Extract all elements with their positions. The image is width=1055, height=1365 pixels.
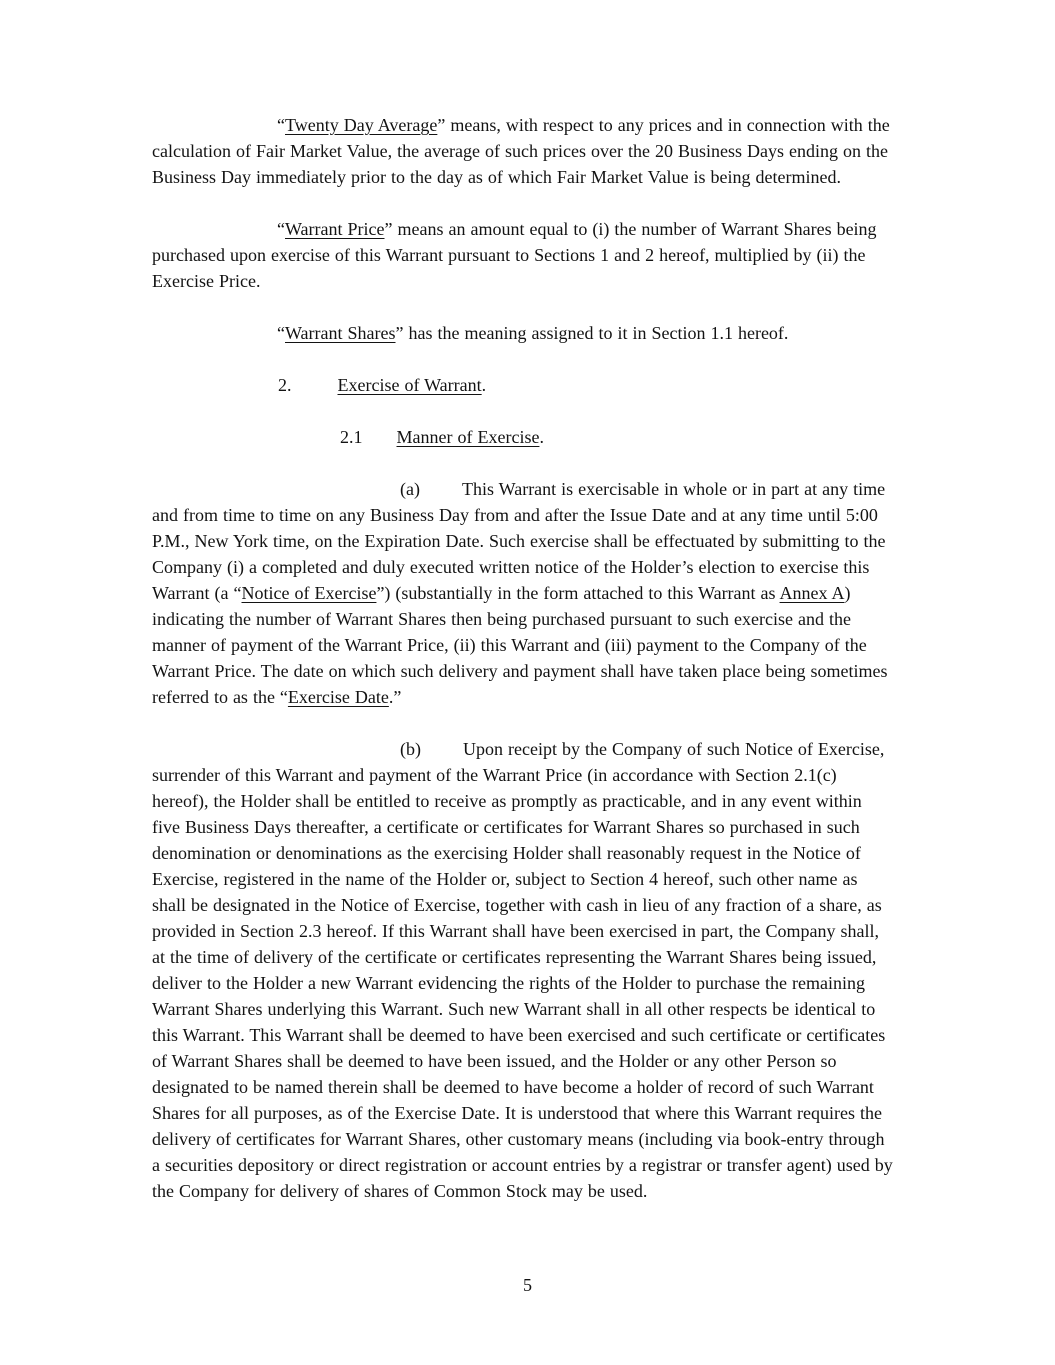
text-segment: (a) xyxy=(400,479,420,499)
text-segment: “ xyxy=(277,323,285,343)
text-segment: .” xyxy=(388,687,402,707)
text-segment: “ xyxy=(277,219,285,239)
tab-spacer xyxy=(421,754,463,755)
text-segment: 2.1 xyxy=(340,427,363,447)
definition-warrant-shares xyxy=(152,320,894,346)
text-segment: ” means an amount equal to (i) the number of Warrant Shares being purchased upon exercise of this Warrant pursuant to Sections 1 and 2 hereof, multiplied by (ii) the Exercise Price. xyxy=(152,219,877,291)
document-body xyxy=(152,112,894,1230)
text-segment: This Warrant is exercisable in whole or in part at any time and from time to time on any Business Day from and after the Issue Date and at any time until 5:00 P.M., New York time, on the Expiration Date. Such exercise shall be effectuated by submitting to the Company (i) a completed and duly executed written notice of the Holder’s election to exercise this Warrant (a “ xyxy=(152,479,886,603)
underlined-term: Manner of Exercise xyxy=(396,427,540,447)
subsection-heading-2-1 xyxy=(152,424,894,450)
text-segment: ” has the meaning assigned to it in Section 1.1 hereof. xyxy=(395,323,789,343)
text-segment: Upon receipt by the Company of such Notice of Exercise, surrender of this Warrant and payment of the Warrant Price (in accordance with Section 2.1(c) hereof), the Holder shall be entitled to receive as promptly as practicable, and in any event within five Business Days thereafter, a certificate or certificates for Warrant Shares so purchased in such denomination or denominations as the exercising Holder shall reasonably request in the Notice of Exercise, registered in the name of the Holder or, subject to Section 4 hereof, such other name as shall be designated in the Notice of Exercise, together with cash in lieu of any fraction of a share, as provided in Section 2.3 hereof. If this Warrant shall have been exercised in part, the Company shall, at the time of delivery of the certificate or certificates representing the Warrant Shares being issued, deliver to the Holder a new Warrant evidencing the rights of the Holder to purchase the remaining Warrant Shares underlying this Warrant. Such new Warrant shall in all other respects be identical to this Warrant. This Warrant shall be deemed to have been exercised and such certificate or certificates of Warrant Shares shall be deemed to have been issued, and the Holder or any other Person so designated to be named therein shall be deemed to have become a holder of record of such Warrant Shares for all purposes, as of the Exercise Date. It is understood that where this Warrant requires the delivery of certificates for Warrant Shares, other customary means (including via book-entry through a securities depository or direct registration or account entries by a registrar or transfer agent) used by the Company for delivery of shares of Common Stock may be used. xyxy=(152,739,893,1201)
text-segment: “ xyxy=(277,115,285,135)
definition-twenty-day-average xyxy=(152,112,894,190)
underlined-term: Twenty Day Average xyxy=(285,115,438,135)
text-segment: 2. xyxy=(278,375,292,395)
underlined-term: Annex A xyxy=(779,583,845,603)
text-segment: . xyxy=(539,427,544,447)
text-segment: ” means, with respect to any prices and in connection with the calculation of Fair Market Value, the average of such prices over the 20 Business Days ending on the Business Day immediately prior to the day as of which Fair Market Value is being determined. xyxy=(152,115,890,187)
text-segment: (b) xyxy=(400,739,421,759)
tab-spacer xyxy=(420,494,462,495)
page-number: 5 xyxy=(523,1275,532,1295)
underlined-term: Warrant Shares xyxy=(285,323,396,343)
section-heading-2 xyxy=(152,372,894,398)
underlined-term: Exercise Date xyxy=(287,687,389,707)
text-segment: . xyxy=(481,375,487,395)
tab-spacer xyxy=(363,442,397,443)
underlined-term: Exercise of Warrant xyxy=(337,375,482,395)
underlined-term: Warrant Price xyxy=(285,219,385,239)
underlined-term: Notice of Exercise xyxy=(241,583,377,603)
text-segment: ) indicating the number of Warrant Shares then being purchased pursuant to such exercise and the manner of payment of the Warrant Price, (ii) this Warrant and (iii) payment to the Company of the Warrant Price. The date on which such delivery and payment shall have taken place being sometimes referred to as the “ xyxy=(152,583,888,707)
clause-b xyxy=(152,736,894,1204)
clause-a xyxy=(152,476,894,710)
tab-spacer xyxy=(292,390,338,391)
definition-warrant-price xyxy=(152,216,894,294)
text-segment: ”) (substantially in the form attached to this Warrant as xyxy=(376,583,780,603)
